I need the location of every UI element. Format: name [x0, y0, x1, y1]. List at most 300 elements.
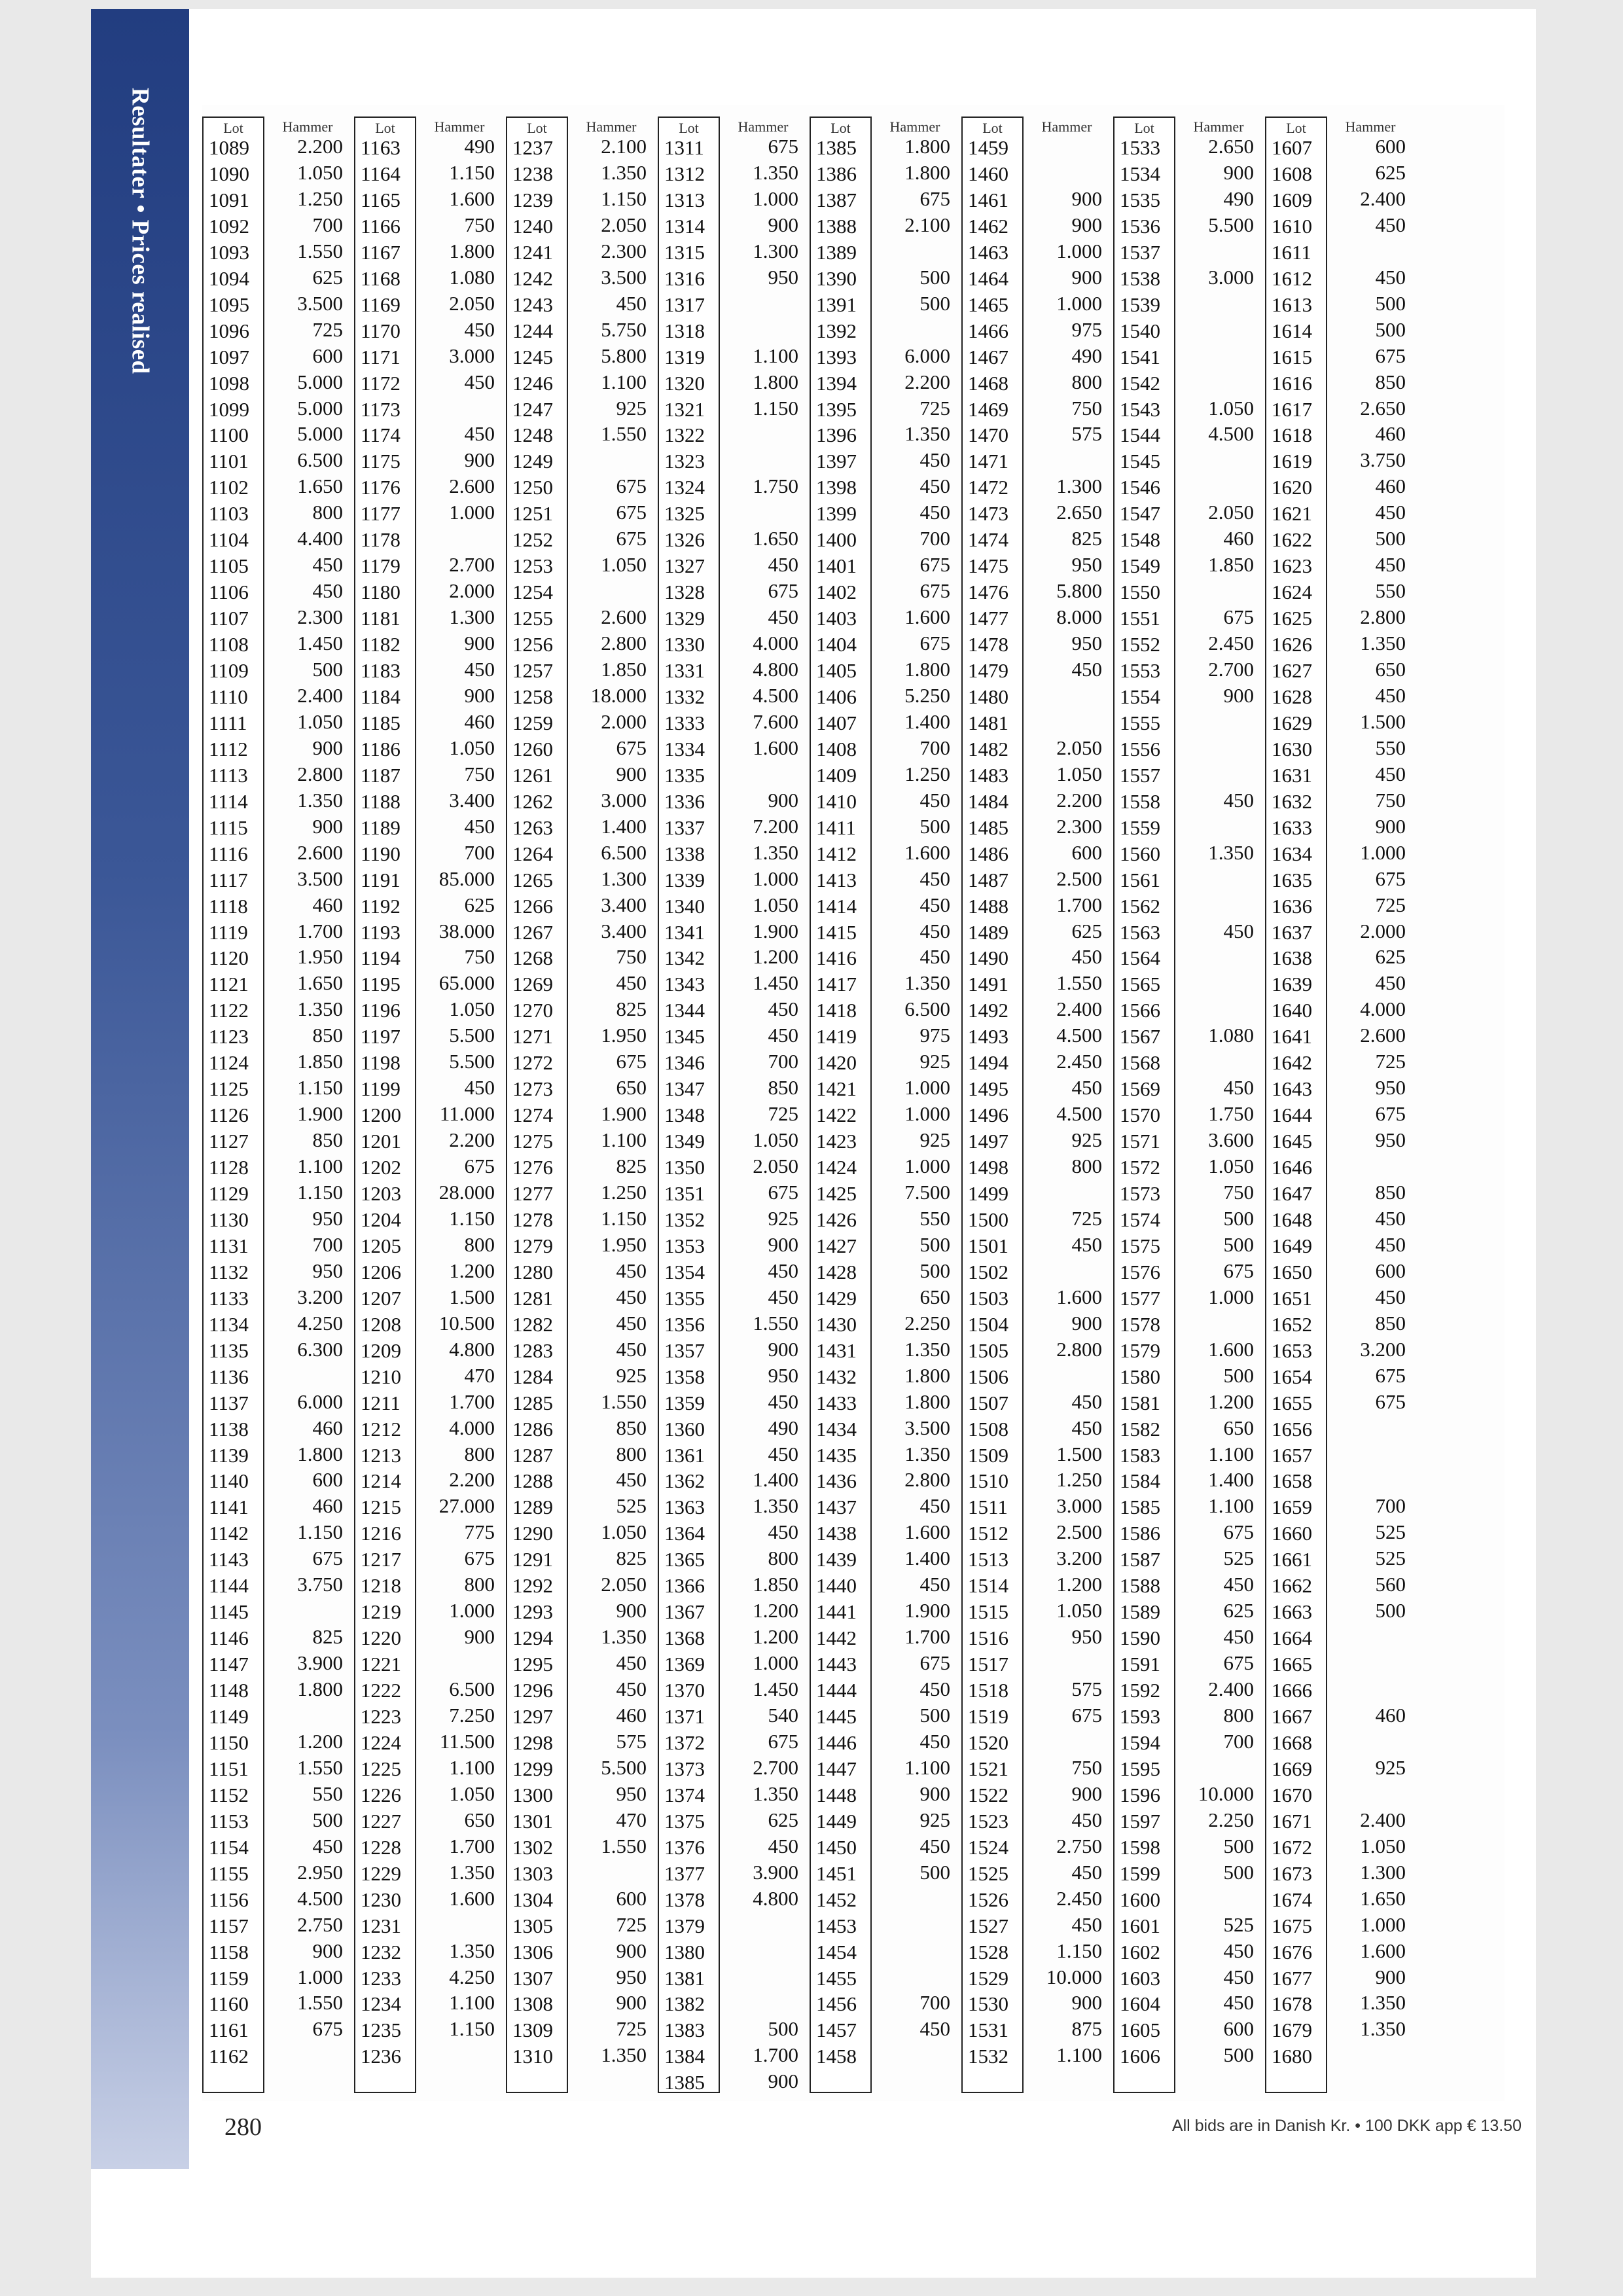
hammer-price: 460 [1375, 422, 1406, 446]
hammer-price: 3.000 [1056, 1494, 1102, 1518]
hammer-price: 800 [312, 501, 343, 524]
lot-header: Lot [982, 120, 1003, 136]
hammer-price: 11.500 [439, 1729, 495, 1753]
hammer-price: 2.800 [1360, 605, 1406, 629]
hammer-column [724, 105, 802, 2101]
hammer-price: 3.500 [601, 265, 647, 289]
lot-number: 1258 [512, 685, 553, 708]
lot-number: 1291 [512, 1548, 553, 1571]
hammer-price: 1.350 [904, 422, 950, 446]
hammer-price: 1.700 [904, 1625, 950, 1649]
hammer-price [1179, 735, 1258, 761]
lot-number: 1419 [816, 1025, 857, 1049]
hammer-price [724, 291, 802, 317]
lot-number: 1315 [664, 240, 705, 264]
lot-number: 1457 [816, 2018, 857, 2042]
lot-number: 1300 [512, 1783, 553, 1806]
hammer-price: 450 [919, 2017, 950, 2041]
hammer-price: 900 [768, 1337, 798, 1361]
lot-number: 1187 [361, 763, 401, 787]
lot-number: 1194 [361, 946, 401, 970]
hammer-price: 1.050 [1360, 1834, 1406, 1857]
lot-number: 1328 [664, 581, 705, 604]
lot-number: 1654 [1272, 1365, 1312, 1388]
lot-number: 1612 [1272, 266, 1312, 290]
hammer-price: 1.350 [297, 788, 343, 812]
lot-number: 1097 [209, 345, 249, 368]
hammer-price: 1.900 [297, 1102, 343, 1126]
lot-number: 1209 [361, 1338, 401, 1362]
lot-number: 1545 [1120, 450, 1160, 473]
lot-number: 1108 [209, 633, 249, 656]
hammer-price: 950 [616, 1965, 647, 1988]
lot-number: 1652 [1272, 1312, 1312, 1336]
hammer-price: 450 [1071, 1232, 1102, 1256]
lot-number: 1623 [1272, 554, 1312, 578]
hammer-price: 675 [919, 187, 950, 210]
hammer-price: 725 [768, 1102, 798, 1126]
lot-number: 1606 [1120, 2045, 1160, 2068]
lot-number: 1175 [361, 450, 401, 473]
lot-number: 1139 [209, 1443, 249, 1467]
hammer-price: 7.250 [449, 1704, 495, 1727]
hammer-price: 450 [768, 1520, 798, 1544]
hammer-price [1331, 1729, 1410, 1755]
hammer-price: 1.350 [601, 2043, 647, 2067]
hammer-price: 490 [1071, 344, 1102, 367]
hammer-price: 1.750 [753, 475, 798, 498]
hammer-price: 1.050 [297, 160, 343, 184]
hammer-price: 450 [1375, 265, 1406, 289]
hammer-price: 900 [1223, 683, 1254, 707]
lot-number: 1277 [512, 1182, 553, 1205]
lot-number: 1469 [968, 397, 1008, 421]
lot-number: 1341 [664, 920, 705, 944]
hammer-price: 700 [768, 1050, 798, 1073]
hammer-column [420, 105, 499, 2101]
lot-number: 1323 [664, 450, 705, 473]
lot-number: 1154 [209, 1835, 249, 1859]
lot-number: 1240 [512, 214, 553, 238]
lot-number: 1158 [209, 1940, 249, 1964]
hammer-price: 2.400 [1208, 1677, 1254, 1701]
lot-number: 1519 [968, 1705, 1008, 1728]
hammer-price: 2.050 [601, 213, 647, 236]
lot-number: 1099 [209, 397, 249, 421]
hammer-price: 1.600 [1360, 1939, 1406, 1962]
lot-number: 1382 [664, 1992, 705, 2016]
hammer-price: 1.150 [297, 1181, 343, 1204]
lot-number: 1268 [512, 946, 553, 970]
hammer-price: 900 [1071, 187, 1102, 210]
lot-number: 1430 [816, 1312, 857, 1336]
hammer-price: 450 [1223, 1991, 1254, 2015]
hammer-price: 1.050 [297, 709, 343, 733]
hammer-price: 2.050 [1208, 501, 1254, 524]
hammer-price: 450 [616, 1285, 647, 1308]
hammer-price: 450 [768, 1390, 798, 1413]
lot-number: 1305 [512, 1914, 553, 1937]
lot-number: 1650 [1272, 1260, 1312, 1283]
lot-number: 1266 [512, 894, 553, 918]
hammer-price: 1.350 [904, 1337, 950, 1361]
hammer-price: 800 [616, 1442, 647, 1465]
lot-number: 1676 [1272, 1940, 1312, 1964]
hammer-price: 2.700 [449, 553, 495, 577]
lot-number: 1644 [1272, 1103, 1312, 1127]
lot-number: 1634 [1272, 842, 1312, 865]
lot-number: 1296 [512, 1679, 553, 1702]
lot-number: 1378 [664, 1888, 705, 1911]
hammer-price: 700 [1375, 1494, 1406, 1518]
hammer-price: 725 [919, 396, 950, 420]
hammer-price: 450 [1223, 1625, 1254, 1649]
lot-number: 1325 [664, 502, 705, 526]
lot-number: 1134 [209, 1312, 249, 1336]
lot-number: 1607 [1272, 136, 1312, 159]
lot-number: 1500 [968, 1208, 1008, 1231]
lot-number: 1478 [968, 633, 1008, 656]
hammer-price: 450 [1071, 1076, 1102, 1100]
hammer-price: 1.100 [601, 1128, 647, 1152]
hammer-price [724, 447, 802, 473]
lot-number: 1651 [1272, 1286, 1312, 1310]
lot-number: 1136 [209, 1365, 249, 1388]
hammer-price [268, 2042, 347, 2068]
hammer-price: 450 [919, 867, 950, 890]
hammer-price: 1.500 [449, 1285, 495, 1308]
hammer-price [1331, 1781, 1410, 1807]
hammer-price: 1.300 [601, 867, 647, 890]
lot-number: 1335 [664, 763, 705, 787]
hammer-price: 1.700 [753, 2043, 798, 2067]
hammer-price: 3.400 [601, 919, 647, 942]
lot-number: 1345 [664, 1025, 705, 1049]
hammer-price: 1.800 [904, 160, 950, 184]
lot-number: 1662 [1272, 1574, 1312, 1598]
hammer-price: 1.600 [449, 187, 495, 210]
hammer-price: 800 [768, 1547, 798, 1570]
hammer-price: 1.700 [297, 919, 343, 942]
hammer-price [1331, 1415, 1410, 1441]
hammer-price [876, 317, 954, 343]
hammer-price: 825 [616, 1547, 647, 1570]
lot-number: 1272 [512, 1051, 553, 1075]
hammer-price: 1.350 [1360, 632, 1406, 655]
hammer-price [876, 1912, 954, 1938]
hammer-price: 675 [1071, 1704, 1102, 1727]
lot-number: 1628 [1272, 685, 1312, 708]
lot-number: 1506 [968, 1365, 1008, 1388]
lot-column [961, 117, 1024, 2093]
hammer-price: 6.000 [904, 344, 950, 367]
hammer-price: 1.100 [449, 1755, 495, 1779]
hammer-price [1179, 814, 1258, 840]
lot-number: 1242 [512, 266, 553, 290]
hammer-price: 1.450 [753, 971, 798, 995]
lot-number: 1237 [512, 136, 553, 159]
hammer-price: 900 [1223, 160, 1254, 184]
lot-number: 1406 [816, 685, 857, 708]
hammer-price: 675 [1375, 344, 1406, 367]
hammer-price: 650 [1223, 1416, 1254, 1439]
lot-column [354, 117, 416, 2093]
hammer-price: 1.550 [297, 1991, 343, 2015]
lot-number: 1265 [512, 868, 553, 891]
hammer-price [724, 499, 802, 526]
lot-number: 1211 [361, 1391, 401, 1414]
hammer-price: 2.300 [1056, 814, 1102, 838]
hammer-price: 725 [616, 1912, 647, 1936]
lot-number: 1447 [816, 1757, 857, 1780]
lot-number: 1104 [209, 528, 249, 552]
lot-number: 1389 [816, 240, 857, 264]
hammer-column [876, 105, 954, 2101]
lot-number: 1595 [1120, 1757, 1160, 1780]
hammer-price: 85.000 [438, 867, 495, 890]
lot-number: 1332 [664, 685, 705, 708]
lot-number: 1357 [664, 1338, 705, 1362]
lot-number: 1354 [664, 1260, 705, 1283]
hammer-column [572, 105, 651, 2101]
hammer-price: 1.250 [904, 762, 950, 785]
lot-number: 1261 [512, 763, 553, 787]
hammer-price: 8.000 [1056, 605, 1102, 629]
lot-number: 1659 [1272, 1496, 1312, 1519]
lot-number: 1488 [968, 894, 1008, 918]
hammer-price: 2.400 [1056, 997, 1102, 1021]
lot-number: 1239 [512, 188, 553, 211]
lot-number: 1428 [816, 1260, 857, 1283]
hammer-column [1331, 105, 1410, 2101]
hammer-price [1027, 1179, 1106, 1206]
lot-number: 1183 [361, 659, 401, 682]
lot-number: 1131 [209, 1234, 249, 1257]
lot-number: 1460 [968, 162, 1008, 185]
hammer-price: 2.950 [297, 1860, 343, 1884]
hammer-price: 1.550 [753, 1311, 798, 1335]
lot-number: 1367 [664, 1600, 705, 1624]
hammer-price: 1.350 [753, 840, 798, 864]
hammer-price: 450 [616, 291, 647, 315]
lot-number: 1181 [361, 607, 401, 630]
lot-number: 1660 [1272, 1522, 1312, 1545]
lot-number: 1229 [361, 1861, 401, 1885]
sidebar-title: Resultater • Prices realised [126, 88, 154, 374]
lot-number: 1384 [664, 2045, 705, 2068]
hammer-price: 1.350 [753, 1782, 798, 1805]
lot-number: 1166 [361, 214, 401, 238]
hammer-price: 1.350 [601, 1625, 647, 1649]
hammer-price: 5.500 [449, 1050, 495, 1073]
hammer-price: 2.800 [904, 1468, 950, 1492]
hammer-price: 625 [1375, 160, 1406, 184]
hammer-price: 7.600 [753, 709, 798, 733]
lot-number: 1210 [361, 1365, 401, 1388]
hammer-price: 675 [1223, 1651, 1254, 1675]
hammer-price [268, 1363, 347, 1389]
lot-number: 1496 [968, 1103, 1008, 1127]
lot-number: 1501 [968, 1234, 1008, 1257]
lot-number: 1376 [664, 1835, 705, 1859]
lot-number: 1464 [968, 266, 1008, 290]
lot-number: 1312 [664, 162, 705, 185]
hammer-price: 900 [464, 632, 495, 655]
hammer-price: 450 [1071, 1860, 1102, 1884]
hammer-price: 1.050 [601, 1520, 647, 1544]
lot-number: 1629 [1272, 711, 1312, 734]
hammer-price: 1.550 [297, 239, 343, 262]
hammer-price [724, 317, 802, 343]
lot-number: 1198 [361, 1051, 401, 1075]
hammer-price: 1.200 [753, 945, 798, 969]
lot-number: 1583 [1120, 1443, 1160, 1467]
lot-number: 1368 [664, 1626, 705, 1650]
lot-number: 1102 [209, 476, 249, 499]
hammer-price: 6.500 [904, 997, 950, 1021]
hammer-price [572, 1859, 651, 1886]
hammer-price: 2.200 [297, 135, 343, 158]
lot-number: 1432 [816, 1365, 857, 1388]
lot-number: 1146 [209, 1626, 249, 1650]
hammer-price: 675 [768, 1181, 798, 1204]
lot-number: 1098 [209, 371, 249, 395]
lot-number: 1224 [361, 1731, 401, 1754]
hammer-price [1027, 709, 1106, 735]
lot-number: 1319 [664, 345, 705, 368]
lot-number: 1096 [209, 319, 249, 342]
lot-number: 1613 [1272, 293, 1312, 316]
hammer-price: 700 [464, 840, 495, 864]
hammer-price: 1.800 [904, 658, 950, 681]
hammer-price: 2.200 [449, 1128, 495, 1152]
lot-number: 1487 [968, 868, 1008, 891]
lot-number: 1143 [209, 1548, 249, 1571]
lot-number: 1380 [664, 1940, 705, 1964]
hammer-price: 1.050 [753, 1128, 798, 1152]
lot-number: 1338 [664, 842, 705, 865]
hammer-price: 1.450 [753, 1677, 798, 1701]
hammer-price: 450 [312, 553, 343, 577]
hammer-price [724, 761, 802, 787]
lot-number: 1284 [512, 1365, 553, 1388]
lot-number: 1423 [816, 1130, 857, 1153]
hammer-price: 1.200 [1056, 1573, 1102, 1596]
lot-number: 1565 [1120, 973, 1160, 996]
hammer-price [1179, 291, 1258, 317]
hammer-price: 2.500 [1056, 1520, 1102, 1544]
lot-number: 1458 [816, 2045, 857, 2068]
hammer-price: 900 [1375, 1965, 1406, 1988]
lot-number: 1641 [1272, 1025, 1312, 1049]
hammer-price: 2.450 [1208, 632, 1254, 655]
lot-number: 1456 [816, 1992, 857, 2016]
hammer-price: 2.700 [753, 1755, 798, 1779]
hammer-price: 500 [1223, 1232, 1254, 1256]
hammer-price: 1.200 [297, 1729, 343, 1753]
lot-number: 1438 [816, 1522, 857, 1545]
hammer-price: 1.200 [449, 1259, 495, 1282]
lot-number: 1435 [816, 1443, 857, 1467]
hammer-price: 500 [919, 265, 950, 289]
hammer-price [1179, 1755, 1258, 1781]
lot-number: 1619 [1272, 450, 1312, 473]
hammer-price: 850 [312, 1128, 343, 1152]
lot-number: 1363 [664, 1496, 705, 1519]
lot-number: 1563 [1120, 920, 1160, 944]
lot-number: 1492 [968, 999, 1008, 1022]
hammer-price: 1.350 [1360, 1991, 1406, 2015]
hammer-price: 2.600 [601, 605, 647, 629]
hammer-price: 925 [616, 396, 647, 420]
hammer-price: 6.500 [449, 1677, 495, 1701]
hammer-price: 1.600 [753, 736, 798, 759]
lot-number: 1502 [968, 1260, 1008, 1283]
lot-number: 1322 [664, 423, 705, 447]
lot-number: 1185 [361, 711, 401, 734]
lot-number: 1353 [664, 1234, 705, 1257]
lot-header: Lot [1286, 120, 1306, 136]
hammer-price: 600 [1375, 135, 1406, 158]
lot-number: 1356 [664, 1312, 705, 1336]
lot-header: Lot [830, 120, 851, 136]
lot-number: 1485 [968, 816, 1008, 839]
hammer-price: 500 [1375, 527, 1406, 550]
lot-number: 1411 [816, 816, 856, 839]
hammer-price: 450 [616, 1651, 647, 1675]
lot-number: 1233 [361, 1966, 401, 1990]
lot-number: 1391 [816, 293, 857, 316]
hammer-price: 3.200 [1056, 1547, 1102, 1570]
lot-number: 1180 [361, 581, 401, 604]
hammer-price: 450 [464, 658, 495, 681]
lot-number: 1212 [361, 1417, 401, 1441]
hammer-price: 800 [1071, 1155, 1102, 1178]
hammer-price: 750 [464, 762, 495, 785]
lot-number: 1128 [209, 1156, 249, 1179]
hammer-price [876, 1938, 954, 1964]
hammer-price: 450 [1375, 683, 1406, 707]
lot-number: 1579 [1120, 1338, 1160, 1362]
hammer-price: 2.200 [449, 1468, 495, 1492]
hammer-price: 1.050 [449, 997, 495, 1021]
hammer-price: 700 [312, 1232, 343, 1256]
lot-number: 1409 [816, 763, 857, 787]
hammer-price: 4.000 [449, 1416, 495, 1439]
hammer-price: 1.000 [1056, 291, 1102, 315]
hammer-price: 2.050 [449, 291, 495, 315]
hammer-price: 900 [616, 1599, 647, 1623]
hammer-price: 560 [1375, 1573, 1406, 1596]
hammer-price: 38.000 [438, 919, 495, 942]
hammer-price: 1.650 [297, 971, 343, 995]
lot-number: 1517 [968, 1653, 1008, 1676]
hammer-price [876, 238, 954, 264]
lot-number: 1205 [361, 1234, 401, 1257]
lot-number: 1352 [664, 1208, 705, 1231]
lot-number: 1580 [1120, 1365, 1160, 1388]
lot-number: 1281 [512, 1286, 553, 1310]
hammer-price: 490 [464, 135, 495, 158]
hammer-price: 4.250 [449, 1965, 495, 1988]
hammer-price: 2.100 [904, 213, 950, 236]
hammer-price: 525 [1223, 1912, 1254, 1936]
lot-number: 1203 [361, 1182, 401, 1205]
hammer-price: 1.300 [1056, 475, 1102, 498]
hammer-header: Hammer [738, 118, 789, 135]
hammer-price: 1.000 [1208, 1285, 1254, 1308]
hammer-price: 1.550 [601, 1390, 647, 1413]
